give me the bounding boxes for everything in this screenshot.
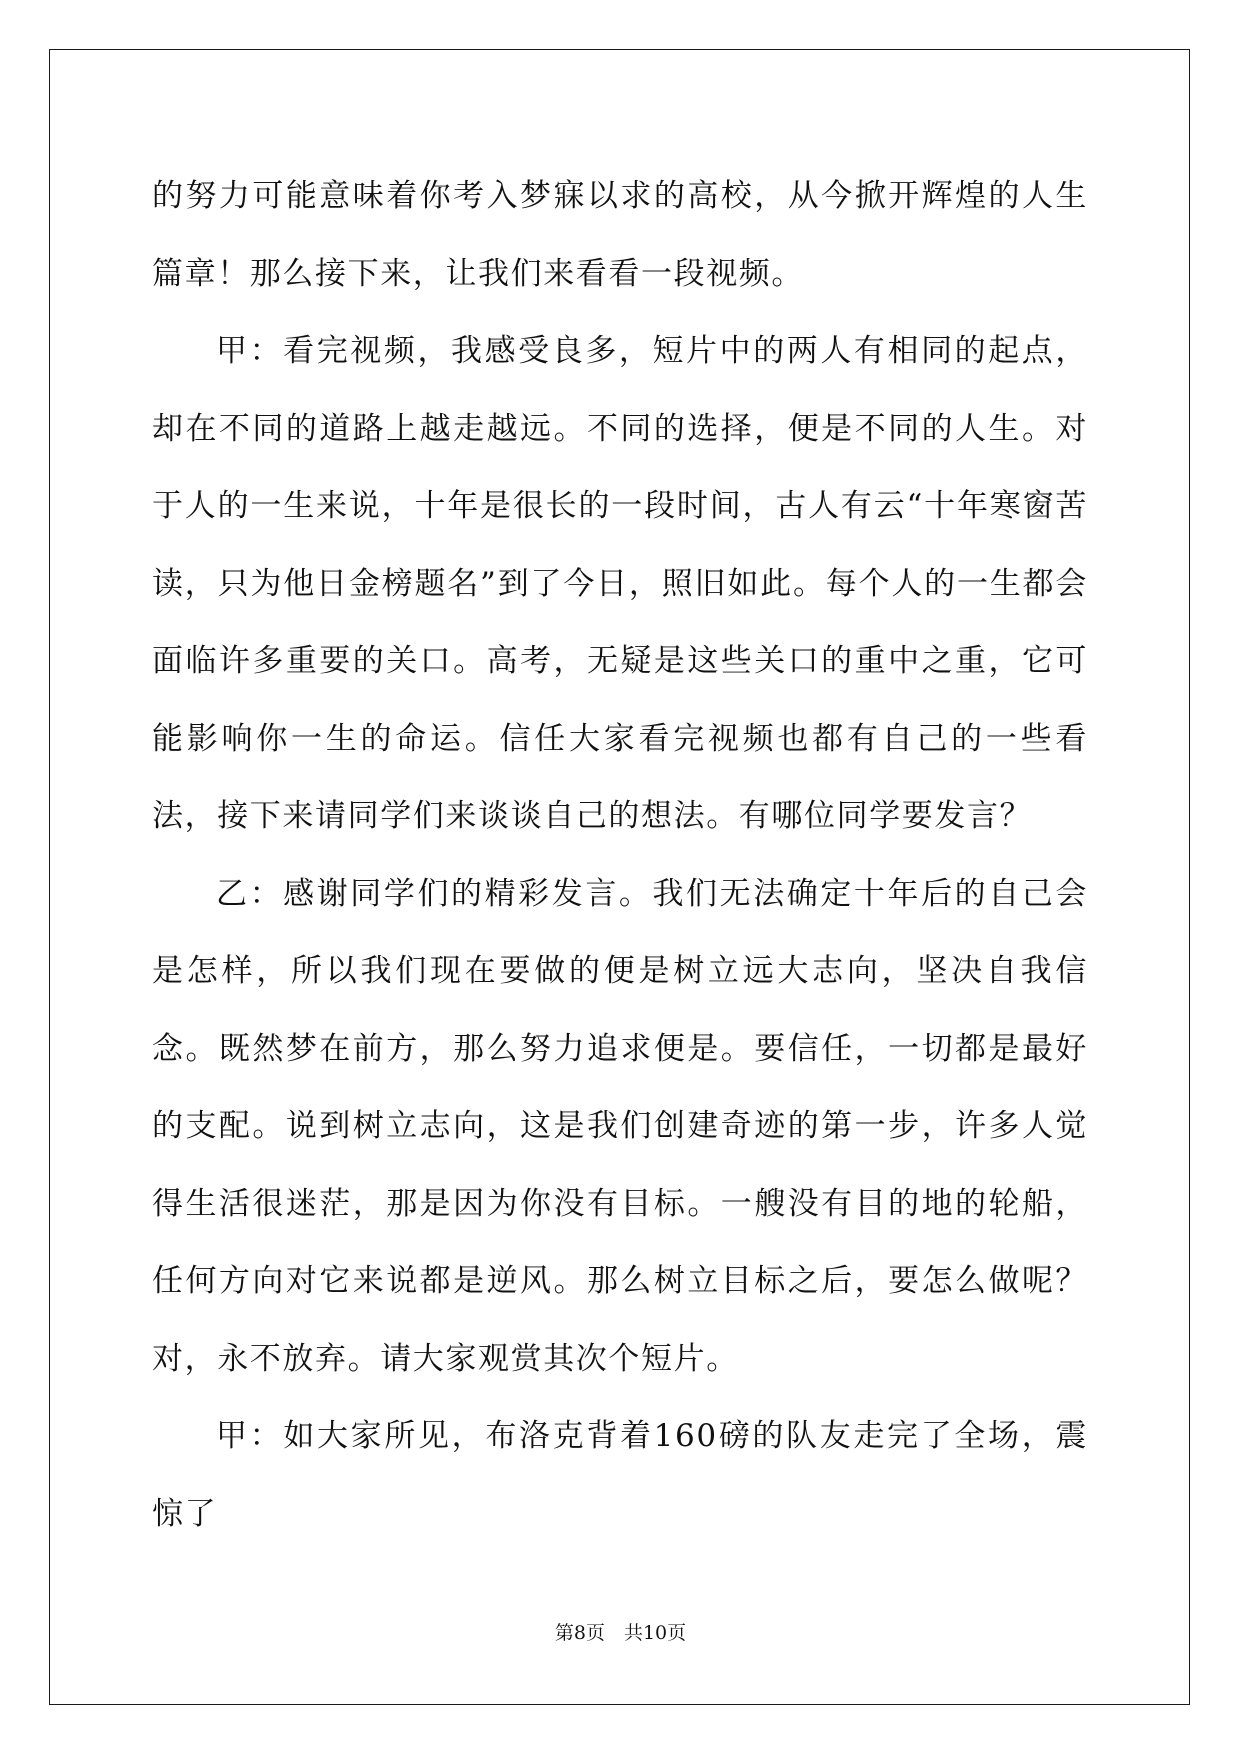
page-number-footer: 第8页 共10页: [554, 1622, 687, 1644]
paragraph-2: 甲：看完视频，我感受良多，短片中的两人有相同的起点，却在不同的道路上越走越远。不同的选择，便是不同的人生。对于人的一生来说，十年是很长的一段时间，古人有云“十年寒窗苦读，只为他日金榜题名”到了今日，照旧如此。每个人的一生都会面临许多重要的关口。高考，无疑是这些关口的重中之重，它可能影响你一生的命运。信任大家看完视频也都有自己的一些看法，接下来请同学们来谈谈自己的想法。有哪位同学要发言？: [152, 333, 1088, 834]
document-body: [152, 158, 1088, 1553]
paragraph-3: 乙：感谢同学们的精彩发言。我们无法确定十年后的自己会是怎样，所以我们现在要做的便是树立远大志向，坚决自我信念。既然梦在前方，那么努力追求便是。要信任，一切都是最好的支配。说到树立志向，这是我们创建奇迹的第一步，许多人觉得生活很迷茫，那是因为你没有目标。一艘没有目的地的轮船，任何方向对它来说都是逆风。那么树立目标之后，要怎么做呢？对，永不放弃。请大家观赏其次个短片。: [152, 875, 1088, 1377]
paragraph-4: 甲：如大家所见，布洛克背着160磅的队友走完了全场，震惊了: [152, 1418, 1088, 1532]
paragraph-1: 的努力可能意味着你考入梦寐以求的高校，从今掀开辉煌的人生篇章！那么接下来，让我们来看看一段视频。: [152, 178, 1088, 292]
